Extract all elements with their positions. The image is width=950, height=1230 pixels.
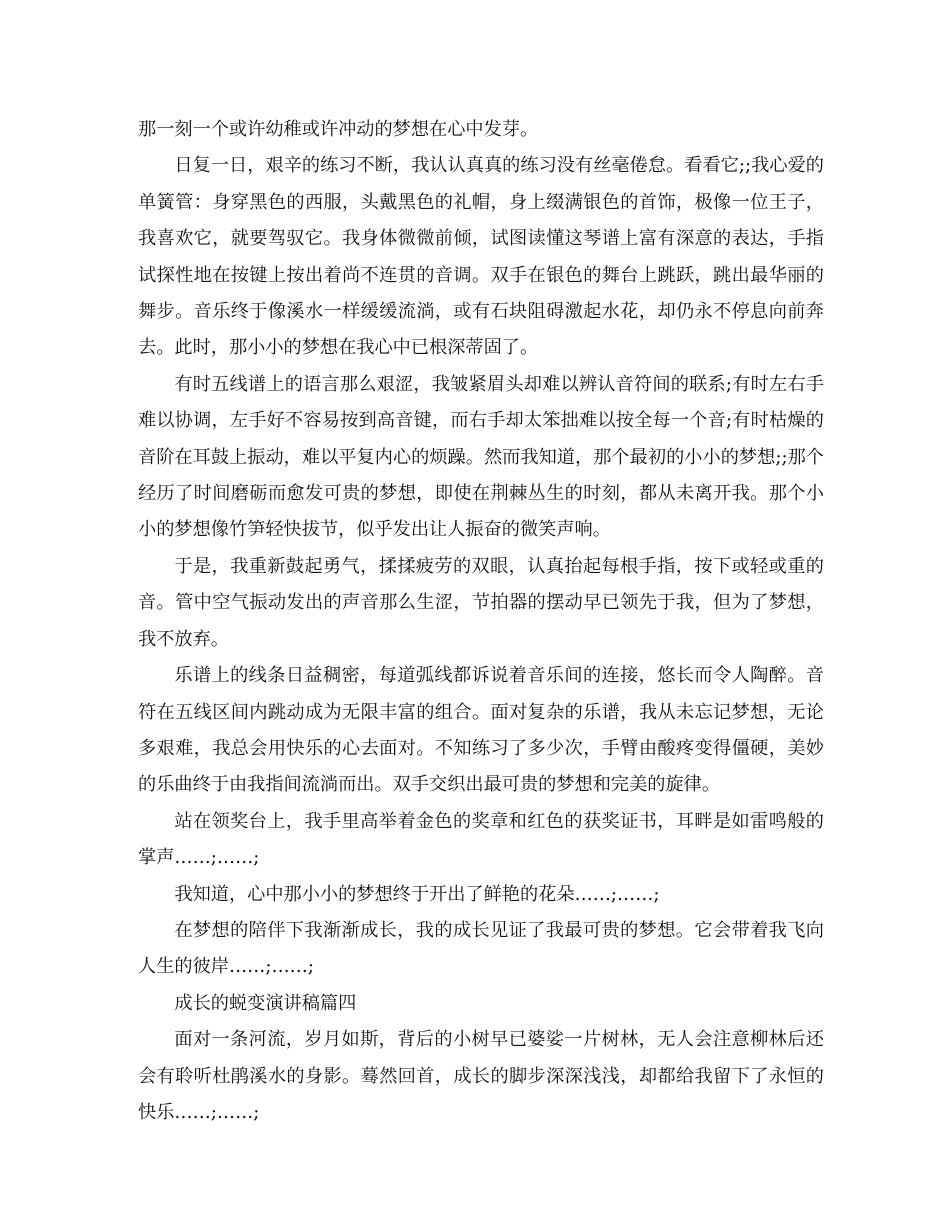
paragraph: 日复一日，艰辛的练习不断，我认认真真的练习没有丝毫倦怠。看看它;;我心爱的单簧管：身穿黑色的西服，头戴黑色的礼帽，身上缀满银色的首饰，极像一位王子，我喜欢它，就要驾驭它。我身体微微前倾，试图读懂这琴谱上富有深意的表达，手指试探性地在按键上按出着尚不连贯的音调。双手在银色的舞台上跳跃，跳出最华丽的舞步。音乐终于像溪水一样缓缓流淌，或有石块阻碍激起水花，却仍永不停息向前奔去。此时，那小小的梦想在我心中已根深蒂固了。: [138, 155, 824, 359]
paragraph: 那一刻一个或许幼稚或许冲动的梦想在心中发芽。: [138, 119, 539, 140]
section-heading: 成长的蜕变演讲稿篇四: [174, 992, 357, 1014]
paragraph: 我知道，心中那小小的梦想终于开出了鲜艳的花朵……;……;: [174, 883, 660, 905]
document-body: [138, 112, 824, 1131]
paragraph: 乐谱上的线条日益稠密，每道弧线都诉说着音乐间的连接，悠长而令人陶醉。音符在五线区间内跳动成为无限丰富的组合。面对复杂的乐谱，我从未忘记梦想，无论多艰难，我总会用快乐的心去面对。不知练习了多少次，手臂由酸疼变得僵硬，美妙的乐曲终于由我指间流淌而出。双手交织出最可贵的梦想和完美的旋律。: [138, 665, 824, 796]
paragraph: 站在领奖台上，我手里高举着金色的奖章和红色的获奖证书，耳畔是如雷鸣般的掌声……;……;: [138, 810, 824, 869]
paragraph: 有时五线谱上的语言那么艰涩，我皱紧眉头却难以辨认音符间的联系;有时左右手难以协调，左手好不容易按到高音键，而右手却太笨拙难以按全每一个音;有时枯燥的音阶在耳鼓上振动，难以平复内心的烦躁。然而我知道，那个最初的小小的梦想;;那个经历了时间磨砺而愈发可贵的梦想，即使在荆棘丛生的时刻，都从未离开我。那个小小的梦想像竹笋轻快拔节，似乎发出让人振奋的微笑声响。: [138, 373, 824, 541]
paragraph: 面对一条河流，岁月如斯，背后的小树早已婆娑一片树林，无人会注意柳林后还会有聆听杜鹃溪水的身影。蓦然回首，成长的脚步深深浅浅，却都给我留下了永恒的快乐……;……;: [138, 1029, 824, 1123]
paragraph: 于是，我重新鼓起勇气，揉揉疲劳的双眼，认真抬起每根手指，按下或轻或重的音。管中空气振动发出的声音那么生涩，节拍器的摆动早已领先于我，但为了梦想，我不放弃。: [138, 555, 824, 650]
paragraph: 在梦想的陪伴下我渐渐成长，我的成长见证了我最可贵的梦想。它会带着我飞向人生的彼岸……;……;: [138, 919, 824, 978]
